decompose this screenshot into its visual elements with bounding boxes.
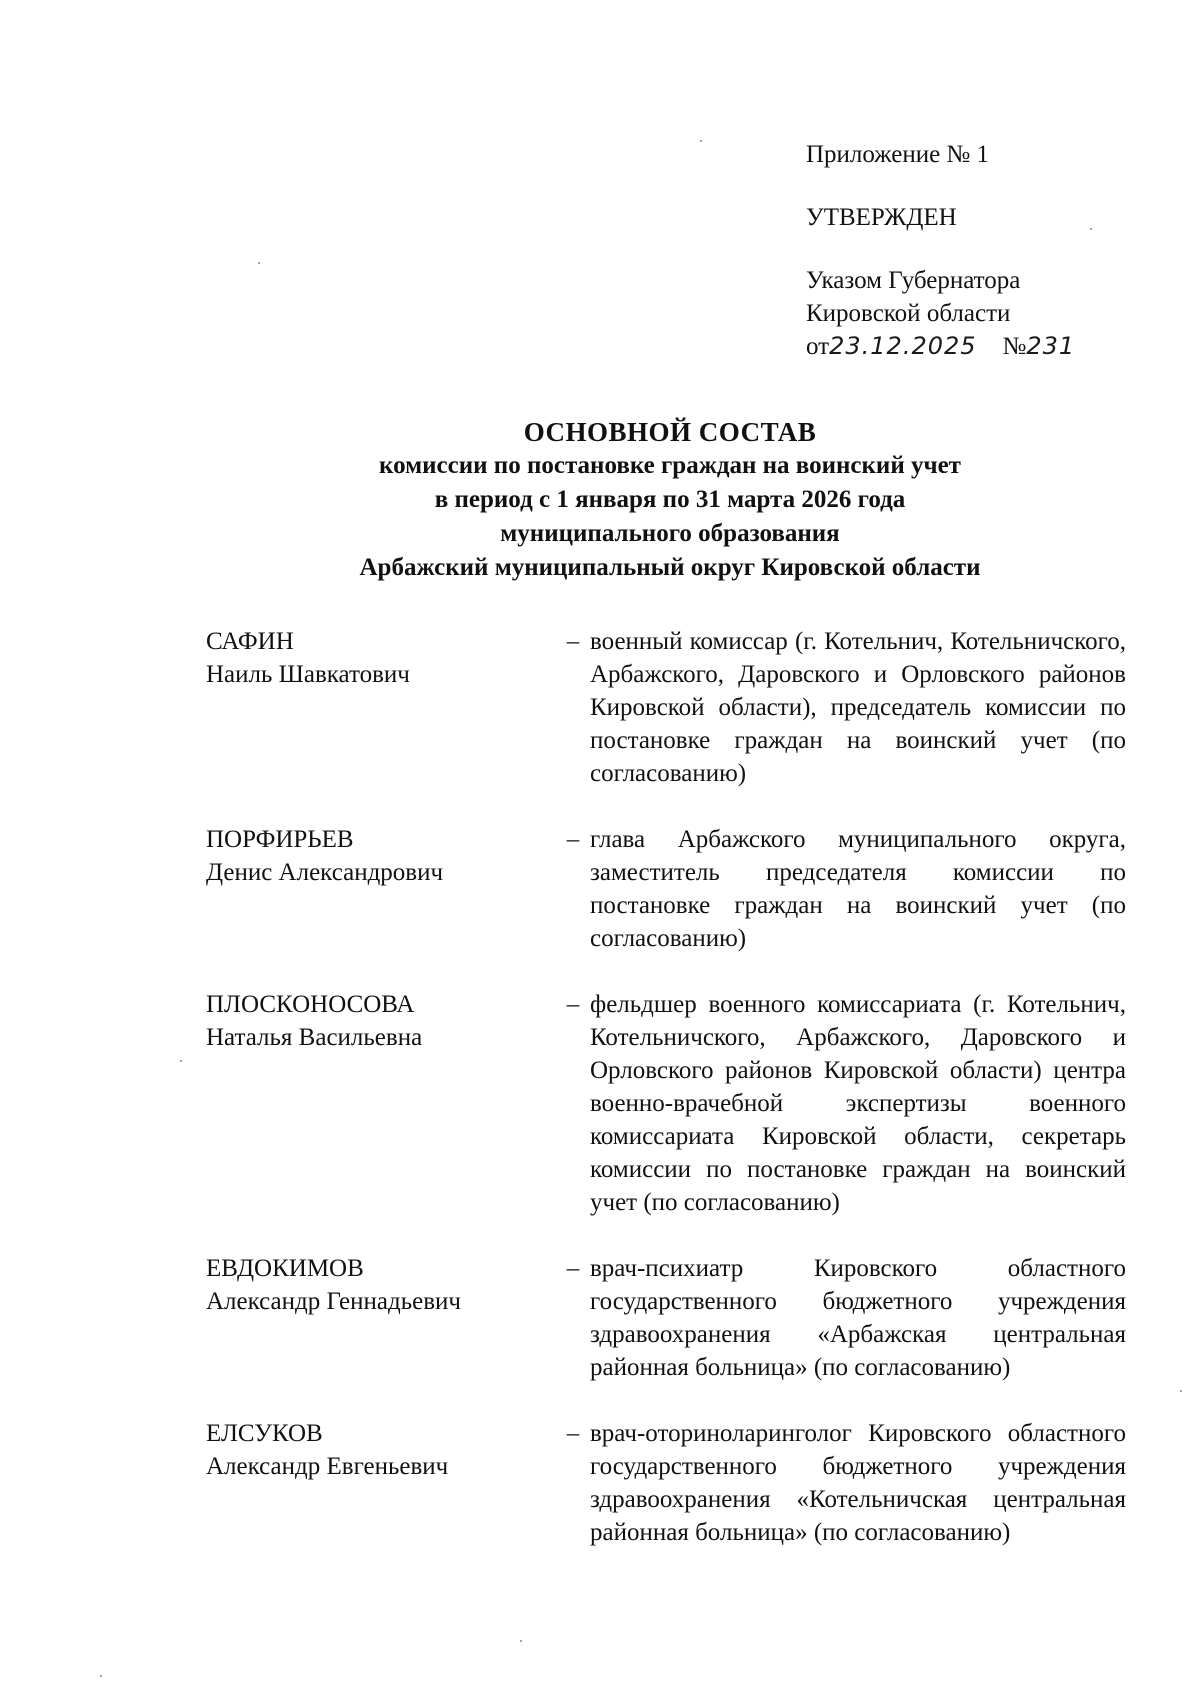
scan-speck (1180, 1390, 1182, 1392)
number-label: № (1002, 333, 1027, 360)
member-given-name: Наиль Шавкатович (206, 661, 410, 688)
member-role: глава Арбажского муниципального округа, заместитель председателя комиссии по постановке граждан на воинский учет (по согласованию) (590, 826, 1126, 952)
scan-speck (700, 140, 702, 142)
member-surname: ПОРФИРЬЕВ (206, 826, 354, 853)
scan-speck (180, 1060, 182, 1062)
member-entry (206, 625, 1126, 790)
title-line-3: муниципального образования (500, 520, 840, 547)
scan-speck (520, 1640, 522, 1642)
member-dash: – (566, 1255, 580, 1282)
member-role: врач-оториноларинголог Кировского областного государственного бюджетного учреждения здравоохранения «Котельничская центральная районная больница» (по согласованию) (590, 1420, 1126, 1546)
member-name (206, 1252, 556, 1384)
member-role: врач-психиатр Кировского областного государственного бюджетного учреждения здравоохранения «Арбажская центральная районная больница» (по согласованию) (590, 1255, 1126, 1381)
decree-date-row (806, 330, 1166, 363)
date-prefix: от (806, 333, 830, 360)
title-line-2: в период с 1 января по 31 марта 2026 года (434, 486, 906, 513)
decree-line-1: Указом Губернатора (806, 267, 1021, 294)
decree-line-2: Кировской области (806, 300, 1011, 327)
member-dash: – (566, 1420, 580, 1447)
member-entry (206, 1252, 1126, 1384)
scan-speck (1090, 228, 1092, 230)
member-role: фельдшер военного комиссариата (г. Котельнич, Котельничского, Арбажского, Даровского и Орловского районов Кировской области) центра военно-врачебной экспертизы военного комиссариата Кировской области, секретарь комиссии по постановке граждан на воинский учет (по согласованию) (590, 991, 1126, 1216)
member-entry (206, 988, 1126, 1219)
document-title (200, 415, 1140, 585)
member-surname: САФИН (206, 628, 294, 655)
member-list (206, 625, 1126, 1549)
member-entry (206, 823, 1126, 955)
member-dash: – (566, 628, 580, 655)
handwritten-date: 23.12.2025 (829, 332, 977, 360)
member-dash: – (566, 991, 580, 1018)
member-given-name: Наталья Васильевна (206, 1024, 423, 1051)
member-dash: – (566, 826, 580, 853)
member-given-name: Александр Геннадьевич (206, 1288, 461, 1315)
handwritten-number: 231 (1026, 332, 1076, 360)
approval-header (806, 138, 1166, 363)
member-name (206, 823, 556, 955)
approved-label: УТВЕРЖДЕН (806, 204, 957, 231)
member-entry (206, 1417, 1126, 1549)
member-given-name: Александр Евгеньевич (206, 1453, 449, 1480)
member-role: военный комиссар (г. Котельнич, Котельничского, Арбажского, Даровского и Орловского районов Кировской области), председатель комиссии по постановке граждан на воинский учет (по согласованию) (590, 628, 1126, 787)
member-name (206, 1417, 556, 1549)
title-line-1: комиссии по постановке граждан на воинский учет (379, 452, 961, 479)
member-surname: ЕЛСУКОВ (206, 1420, 323, 1447)
appendix-label: Приложение № 1 (806, 141, 990, 168)
member-surname: ЕВДОКИМОВ (206, 1255, 364, 1282)
member-given-name: Денис Александрович (206, 859, 444, 886)
title-main: ОСНОВНОЙ СОСТАВ (523, 417, 817, 447)
member-name (206, 625, 556, 790)
title-line-4: Арбажский муниципальный округ Кировской области (359, 554, 981, 581)
member-surname: ПЛОСКОНОСОВА (206, 991, 415, 1018)
member-name (206, 988, 556, 1219)
scan-speck (100, 1675, 102, 1677)
scan-speck (258, 262, 260, 264)
